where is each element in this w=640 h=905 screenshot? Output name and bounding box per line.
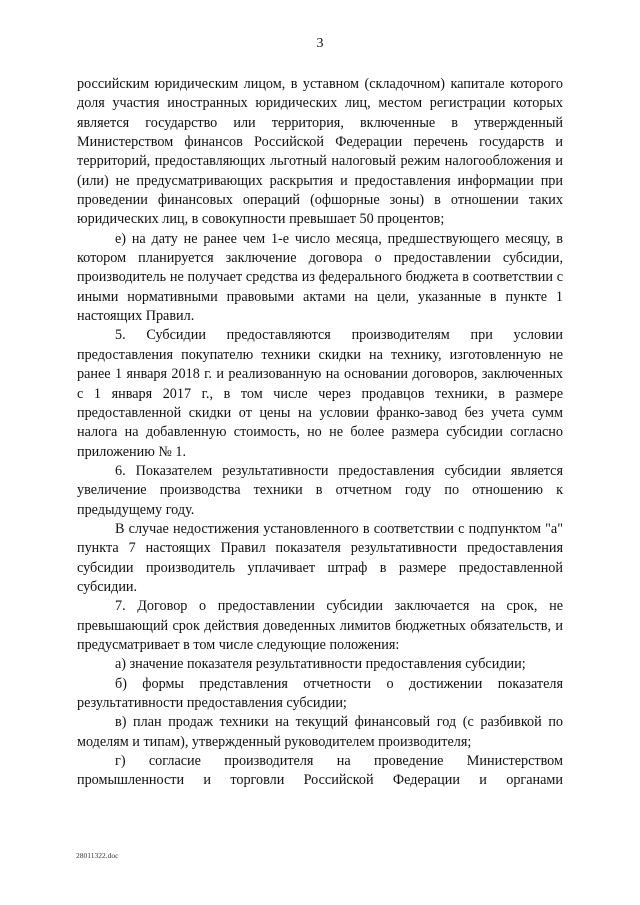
text-line: в утвержденный Министерством финансов Российской Федерации: [77, 114, 563, 151]
text-line: промышленности и торговли Российской Федерации и органами: [77, 772, 563, 789]
text-line: результативности предоставления субсидии;: [77, 695, 347, 711]
paragraph-clause-5: [77, 326, 563, 461]
text-line: в) план продаж техники на текущий финансовый год (с разбивкой по: [115, 714, 563, 731]
text-line: г) согласие производителя на проведение Министерством: [115, 753, 563, 770]
paragraph-penalty: [77, 520, 563, 597]
text-line: указанные в пункте 1 настоящих Правил.: [77, 288, 563, 325]
text-line: моделям и типам), утвержденный руководителем производителя;: [77, 733, 472, 750]
text-line: российским юридическим лицом, в уставном (складочном) капитале: [77, 76, 505, 92]
paragraph-clause-6: [77, 462, 563, 520]
page-number: 3: [316, 36, 324, 51]
text-line: предоставленной субсидии.: [77, 559, 563, 595]
text-line: 6. Показателем результативности предоставления субсидии является: [115, 462, 563, 479]
paragraph-clause-7: [77, 597, 563, 655]
text-line: размере предоставленной скидки от цены на условии франко-завод без: [77, 385, 563, 421]
text-line: к предыдущему году.: [77, 482, 563, 518]
text-line: 7. Договор о предоставлении субсидии заключается на срок,: [115, 598, 538, 615]
paragraph-item-a: [77, 655, 563, 674]
text-line: учета сумм налога на добавленную стоимость, но не более размера: [77, 404, 563, 441]
text-line: предоставления субсидии производитель уплачивает штраф в размере: [77, 540, 563, 576]
text-line: субсидии согласно приложению № 1.: [77, 424, 563, 460]
text-line: превышает 50 процентов;: [289, 211, 445, 228]
text-line: производитель не получает средства из федерального бюджета: [77, 269, 459, 286]
text-line: заключенных с 1 января 2017 г., в том числе через продавцов техники, в: [77, 366, 563, 402]
text-line: перечень государств и территорий, предоставляющих льготный налоговый: [77, 134, 563, 170]
text-line: в соответствии с иными нормативными правовыми актами на цели,: [77, 269, 563, 305]
text-line: подпунктом "а" пункта 7 настоящих Правил показателя результативности: [77, 520, 563, 557]
text-line: обязательств, и предусматривает в том числе следующие положения:: [77, 617, 564, 653]
text-line: регистрации которых является государство или территория, включенные: [77, 95, 564, 131]
text-line: и предоставления информации при проведении финансовых операций: [77, 172, 563, 209]
text-line: режим налогообложения и (или) не предусматривающих раскрытия: [77, 153, 563, 189]
paragraph-item-g: [77, 752, 563, 791]
text-line: предоставления покупателю техники скидки на технику, изготовленную не: [77, 346, 563, 363]
paragraph-item-v: [77, 713, 563, 752]
paragraph-item-b: [77, 675, 563, 714]
text-line: 5. Субсидии предоставляются производителям при условии: [115, 327, 563, 344]
text-line: не превышающий срок действия доведенных лимитов бюджетных: [77, 598, 563, 634]
text-line: В случае недостижения установленного в соответствии с: [115, 520, 465, 537]
text-line: а) значение показателя результативности предоставления субсидии;: [115, 656, 526, 673]
document-body: [77, 75, 563, 791]
text-line: ранее 1 января 2018 г. и реализованную на основании договоров,: [77, 366, 478, 383]
text-line: (офшорные зоны) в отношении таких юридических лиц, в совокупности: [77, 192, 563, 228]
paragraph-continuation: [77, 75, 563, 230]
paragraph-item-e: [77, 230, 563, 327]
text-line: которого доля участия иностранных юридических лиц, местом: [77, 76, 564, 112]
text-line: б) формы представления отчетности о достижении показателя: [115, 675, 563, 692]
text-line: е) на дату не ранее чем 1-е число месяца, предшествующего месяцу,: [115, 230, 551, 247]
text-line: увеличение производства техники в отчетном году по отношению: [77, 482, 543, 499]
document-file-reference: 28011322.doc: [76, 851, 119, 860]
text-line: в котором планируется заключение договора о предоставлении субсидии,: [77, 230, 563, 267]
